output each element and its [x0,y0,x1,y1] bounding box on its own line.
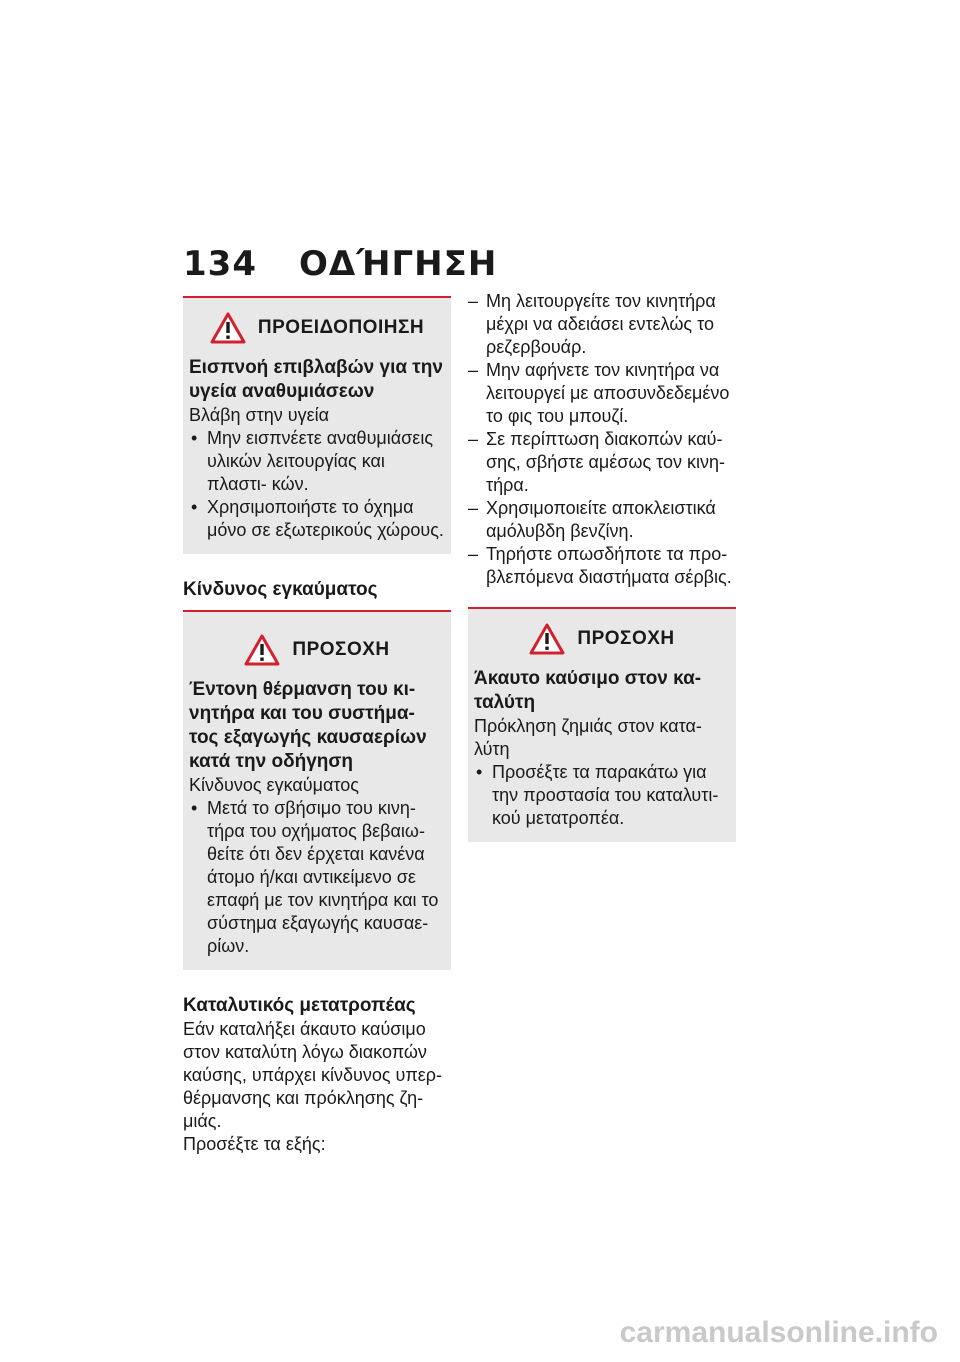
caution-box-catalyst [468,607,736,842]
warning-subtitle: Βλάβη στην υγεία [189,405,330,425]
caution-subtitle: Κίνδυνος εγκαύματος [189,775,359,795]
caution-bullets [474,761,730,830]
list-item: – Σε περίπτωση διακοπών καύ- σης, σβήστε αμέσως τον κινη- τήρα. [468,428,736,497]
warning-bullets [189,427,445,542]
left-column [183,296,451,1156]
page-header [183,244,497,284]
caution-subtitle: Πρόκληση ζημιάς στον κατα- λύτη [474,716,702,759]
watermark: carmanualsonline.info [619,1316,938,1349]
warning-box-header [189,312,445,344]
catalyst-note: Προσέξτε τα εξής: [183,1134,326,1154]
caution-box-burn [183,612,451,970]
caution-title: Έντονη θέρμανση του κι- νητήρα και του συστήμα- τος εξαγωγής καυσαερίων κατά την οδήγηση [189,679,427,772]
section-heading-catalyst: Καταλυτικός μετατροπέας [183,995,416,1016]
chapter-title: ΟΔΉΓΗΣΗ [298,244,498,284]
warning-title: Εισπνοή επιβλαβών για την υγεία αναθυμιάσεων [189,357,443,402]
caution-label: ΠΡΟΣΟΧΗ [577,628,675,649]
caution-box-header [189,634,445,666]
list-item: – Τηρήστε οπωσδήποτε τα προ- βλεπόμενα διαστήματα σέρβις. [468,543,736,589]
warning-triangle-icon [210,312,246,344]
list-item: – Μην αφήνετε τον κινητήρα να λειτουργεί με αποσυνδεδεμένο το φις του μπουζί. [468,359,736,428]
caution-title: Άκαυτο καύσιμο στον κα- ταλύτη [474,668,702,713]
list-item: – Μη λειτουργείτε τον κινητήρα μέχρι να αδειάσει εντελώς το ρεζερβουάρ. [468,290,736,359]
section-heading-burn: Κίνδυνος εγκαύματος [183,578,451,612]
list-item: • Χρησιμοποιήστε το όχημα μόνο σε εξωτερικούς χώρους. [189,496,445,542]
catalyst-text: Εάν καταλήξει άκαυτο καύσιμο στον καταλύτη λόγω διακοπών καύσης, υπάρχει κίνδυνος υπερ- θέρμανσης και πρόκλησης ζη- μιάς. [183,1019,443,1131]
warning-box [183,296,451,554]
warning-label: ΠΡΟΕΙΔΟΠΟΙΗΣΗ [257,317,425,338]
list-item: • Μην εισπνέετε αναθυμιάσεις υλικών λειτουργίας και πλαστι- κών. [189,427,445,496]
list-item: – Χρησιμοποιείτε αποκλειστικά αμόλυβδη βενζίνη. [468,497,736,543]
dash-list [468,290,736,589]
caution-box-header [474,623,730,655]
warning-triangle-icon [244,634,280,666]
warning-triangle-icon [529,623,565,655]
page-number: 134 [183,244,257,284]
caution-bullets [189,797,445,958]
right-column [468,290,736,842]
list-item: • Προσέξτε τα παρακάτω για την προστασία του καταλυτι- κού μετατροπέα. [474,761,730,830]
caution-label: ΠΡΟΣΟΧΗ [292,639,390,660]
list-item: • Μετά το σβήσιμο του κινη- τήρα του οχήματος βεβαιω- θείτε ότι δεν έρχεται κανένα άτομο ή/και αντικείμενο σε επαφή με τον κινητήρα και το σύστημα εξαγωγής καυσαε- ρίων. [189,797,445,958]
